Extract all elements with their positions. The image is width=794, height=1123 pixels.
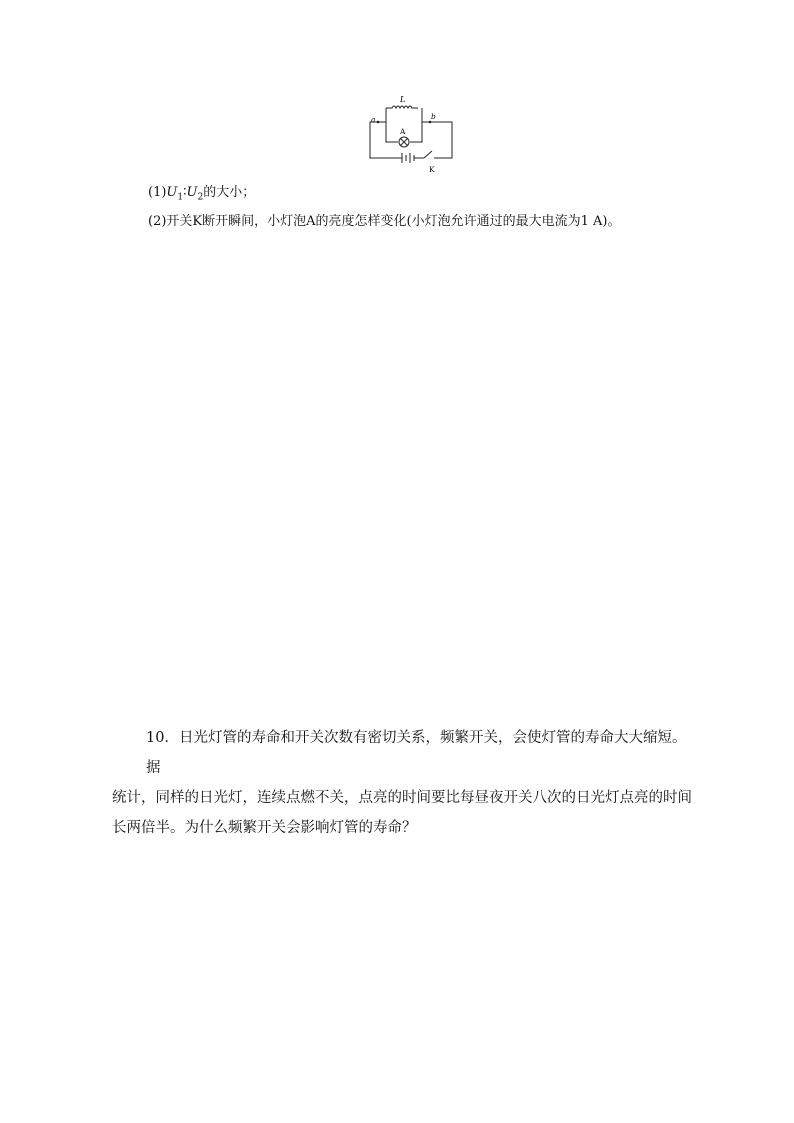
lamp-label: A	[400, 127, 406, 136]
question-1	[148, 184, 255, 207]
q1-separator: ∶	[183, 185, 187, 200]
q1-var1: U	[166, 185, 178, 200]
node-b-label: b	[431, 112, 436, 121]
switch-symbol	[424, 151, 432, 158]
circuit-diagram	[360, 92, 460, 178]
problem-10-line-1: 10．日光灯管的寿命和开关次数有密切关系，频繁开关，会使灯管的寿命大大缩短。据	[146, 730, 687, 776]
wire	[430, 122, 452, 158]
q1-sub1: 1	[177, 192, 184, 203]
inductor-label: L	[400, 95, 406, 104]
q1-var2: U	[186, 185, 198, 200]
problem-10-line-3: 长两倍半。为什么频繁开关会影响灯管的寿命？	[112, 820, 417, 836]
node-a-label: a	[371, 115, 376, 124]
problem-10	[112, 723, 692, 843]
switch-label: K	[429, 165, 435, 174]
wire	[370, 122, 424, 158]
q1-suffix: 的大小；	[203, 185, 256, 200]
q1-prefix: (1)	[148, 185, 167, 200]
question-2: (2)开关K断开瞬间，小灯泡A的亮度怎样变化(小灯泡允许通过的最大电流为1 A)。	[148, 214, 621, 229]
problem-10-line-2: 统计，同样的日光灯，连续点燃不关，点亮的时间要比每昼夜开关八次的日光灯点亮的时间	[112, 790, 692, 806]
q1-sub2: 2	[197, 192, 204, 203]
inductor-symbol	[386, 106, 418, 108]
battery-symbol	[402, 153, 414, 163]
